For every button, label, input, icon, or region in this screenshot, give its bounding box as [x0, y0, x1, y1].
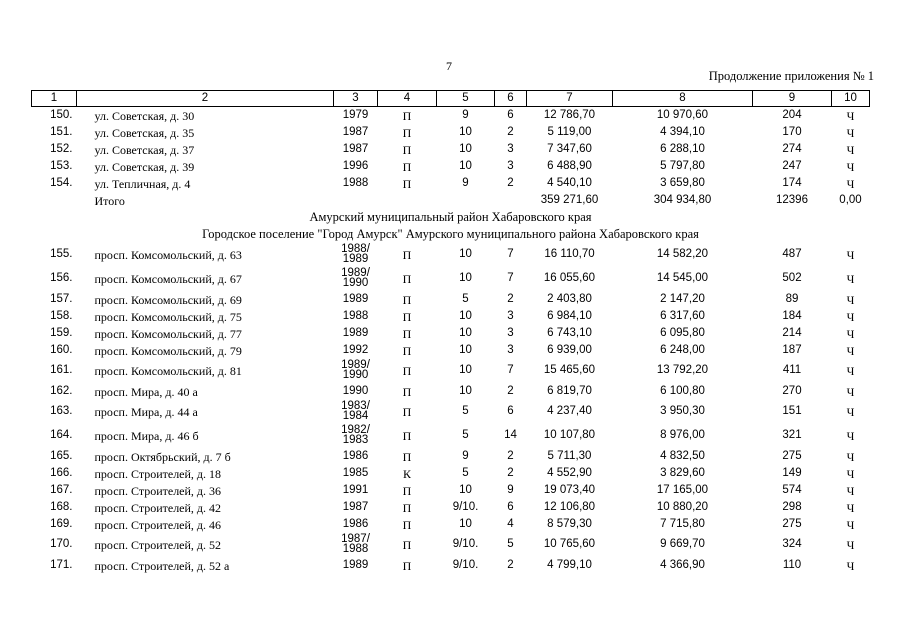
year-part: 1990 — [342, 369, 369, 382]
table-cell: 17 165,00 — [656, 483, 709, 496]
table-cell: 151. — [50, 125, 73, 138]
table-cell: 6 984,10 — [547, 309, 592, 322]
table-cell: 5 711,30 — [547, 449, 592, 462]
table-cell: 10 — [459, 125, 472, 138]
table-cell: П — [402, 429, 412, 443]
table-cell: просп. Комсомольский, д. 67 — [94, 272, 242, 286]
year-range — [341, 401, 370, 421]
table-cell: 3 — [507, 142, 514, 155]
table-cell: Ч — [846, 326, 855, 341]
year-cell: 1996 — [342, 159, 369, 172]
year-part: 1983 — [342, 434, 369, 447]
table-cell: Ч — [846, 517, 855, 532]
table-cell: П — [402, 326, 412, 341]
column-header: 10 — [832, 91, 870, 107]
table-cell: 9 — [462, 108, 469, 121]
year-cell — [334, 424, 378, 448]
table-cell: просп. Строителей, д. 42 — [94, 500, 222, 515]
table-cell: 4 799,10 — [547, 558, 592, 571]
year-part: 1988/ — [341, 243, 370, 256]
table-cell: 12 106,80 — [543, 500, 596, 513]
table-cell: 214 — [782, 326, 802, 339]
table-cell: просп. Комсомольский, д. 63 — [94, 248, 242, 262]
table-row — [32, 448, 870, 465]
table-cell: 4 366,90 — [660, 558, 705, 571]
year-cell: 1992 — [342, 343, 369, 356]
year-cell: 1985 — [342, 466, 369, 479]
table-cell: Ч — [846, 309, 855, 324]
year-cell: 1989 — [342, 326, 369, 339]
table-cell: ул. Советская, д. 30 — [94, 108, 195, 123]
table-cell: 4 — [507, 517, 514, 530]
table-cell: просп. Строителей, д. 52 — [94, 538, 222, 552]
table-cell: 2 147,20 — [660, 292, 705, 305]
table-cell: 159. — [50, 326, 73, 339]
table-cell: 4 832,50 — [660, 449, 705, 462]
table-cell: 163. — [50, 405, 73, 418]
table-cell: 160. — [50, 343, 73, 356]
table-row — [32, 499, 870, 516]
year-cell: 1987 — [342, 125, 369, 138]
year-range — [341, 534, 370, 554]
table-cell: П — [402, 176, 412, 191]
table-cell: 10 — [459, 364, 472, 377]
table-cell: Ч — [846, 248, 855, 262]
table-cell: 502 — [782, 272, 802, 285]
table-cell: просп. Строителей, д. 52 а — [94, 558, 230, 573]
table-row — [32, 359, 870, 383]
table-row — [32, 267, 870, 291]
table-cell: 2 — [507, 449, 514, 462]
table-cell: 6 288,10 — [660, 142, 705, 155]
table-cell: П — [402, 483, 412, 498]
table-cell: 9/10. — [452, 558, 479, 571]
table-cell: П — [402, 538, 412, 552]
table-row — [32, 308, 870, 325]
table-cell: 168. — [50, 500, 73, 513]
table-cell: П — [402, 125, 412, 140]
total-row — [32, 192, 870, 209]
table-cell: 6 317,60 — [660, 309, 705, 322]
table-cell: просп. Мира, д. 40 а — [94, 384, 198, 399]
table-row — [32, 533, 870, 557]
year-cell: 1987 — [342, 500, 369, 513]
table-cell: 9/10. — [452, 538, 479, 551]
table-row — [32, 424, 870, 448]
table-cell: Ч — [846, 159, 855, 174]
table-cell: 7 — [507, 248, 514, 261]
table-cell: 154. — [50, 176, 73, 189]
table-cell: ул. Тепличная, д. 4 — [94, 176, 191, 191]
table-row — [32, 400, 870, 424]
table-cell: 2 — [507, 125, 514, 138]
year-cell: 1989 — [342, 292, 369, 305]
table-cell: 9 — [507, 483, 514, 496]
table-cell: 3 950,30 — [660, 405, 705, 418]
table-cell: 4 552,90 — [547, 466, 592, 479]
year-cell: 1989 — [342, 558, 369, 571]
table-cell: просп. Комсомольский, д. 69 — [94, 292, 242, 307]
table-cell: Ч — [846, 125, 855, 140]
table-cell: 110 — [782, 558, 802, 571]
table-cell: Ч — [846, 429, 855, 443]
table-cell: 15 465,60 — [543, 364, 596, 377]
table-cell: просп. Комсомольский, д. 75 — [94, 309, 242, 324]
table-cell: П — [402, 405, 412, 419]
table-cell: 10 — [459, 517, 472, 530]
table-cell: П — [402, 343, 412, 358]
table-cell: 6 819,70 — [547, 384, 592, 397]
table-cell: 9 669,70 — [660, 538, 705, 551]
table-cell: Ч — [846, 384, 855, 399]
table-cell: 6 — [507, 405, 514, 418]
year-part: 1989/ — [341, 359, 370, 372]
table-cell: П — [402, 309, 412, 324]
table-cell: 89 — [785, 292, 799, 305]
column-header: 6 — [495, 91, 527, 107]
column-header: 5 — [437, 91, 495, 107]
table-cell: 152. — [50, 142, 73, 155]
table-cell: 166. — [50, 466, 73, 479]
table-cell: 10 — [459, 384, 472, 397]
table-cell: 16 110,70 — [544, 248, 595, 261]
table-cell: 8 579,30 — [547, 517, 592, 530]
table-cell: П — [402, 500, 412, 515]
table-cell: 2 — [507, 176, 514, 189]
year-part: 1988 — [342, 543, 369, 556]
year-cell — [334, 359, 378, 383]
table-cell: 6 939,00 — [547, 343, 592, 356]
table-cell: просп. Мира, д. 44 а — [94, 405, 198, 419]
year-range — [341, 360, 370, 380]
table-cell: 247 — [782, 159, 802, 172]
table-cell: 10 — [459, 248, 472, 261]
continuation-caption: Продолжение приложения № 1 — [708, 69, 874, 83]
table-cell: 275 — [782, 449, 802, 462]
table-cell: 4 237,40 — [547, 405, 592, 418]
table-cell: 10 — [459, 483, 472, 496]
table-cell: 161. — [50, 364, 73, 377]
table-cell: П — [402, 449, 412, 464]
column-header: 7 — [527, 91, 613, 107]
table-cell: Ч — [846, 538, 855, 552]
table-cell: 13 792,20 — [656, 364, 709, 377]
year-range — [341, 425, 370, 445]
column-header: 2 — [77, 91, 334, 107]
table-cell: просп. Строителей, д. 46 — [94, 517, 222, 532]
table-cell: 2 — [507, 384, 514, 397]
table-cell: 9 — [462, 176, 469, 189]
housing-table — [31, 90, 870, 574]
table-cell: 3 829,60 — [660, 466, 705, 479]
column-header: 9 — [753, 91, 832, 107]
table-cell: 157. — [50, 292, 73, 305]
table-cell: К — [402, 466, 411, 481]
table-cell: П — [402, 558, 412, 573]
table-cell: 2 403,80 — [547, 292, 592, 305]
table-row — [32, 291, 870, 308]
table-cell: 170. — [50, 538, 73, 551]
table-cell: Ч — [846, 500, 855, 515]
section-heading: Городское поселение "Город Амурск" Амурского муниципального района Хабаровского края — [202, 227, 699, 242]
table-cell: 411 — [782, 364, 802, 377]
year-cell — [334, 243, 378, 267]
table-cell: 6 248,00 — [660, 343, 705, 356]
table-cell: 19 073,40 — [543, 483, 596, 496]
table-cell: 7 347,60 — [547, 142, 592, 155]
table-cell: 6 095,80 — [660, 326, 705, 339]
table-cell: 6 100,80 — [660, 384, 705, 397]
table-cell: 14 545,00 — [656, 272, 709, 285]
table-cell: просп. Комсомольский, д. 77 — [94, 326, 242, 341]
table-cell: ул. Советская, д. 37 — [94, 142, 195, 157]
table-cell: 14 582,20 — [656, 248, 709, 261]
table-cell: Итого — [94, 193, 125, 208]
table-cell: ул. Советская, д. 35 — [94, 125, 195, 140]
table-row — [32, 325, 870, 342]
table-cell: 171. — [50, 558, 73, 571]
table-cell: Ч — [846, 108, 855, 123]
table-cell: 5 — [507, 538, 514, 551]
table-cell: 12396 — [776, 193, 808, 206]
table-cell: просп. Строителей, д. 18 — [94, 466, 222, 481]
table-cell: П — [402, 272, 412, 286]
year-cell: 1988 — [342, 309, 369, 322]
table-cell: 7 — [507, 272, 514, 285]
table-cell: 155. — [50, 248, 73, 261]
table-cell — [32, 192, 77, 209]
table-cell: 10 — [459, 272, 472, 285]
table-cell — [437, 192, 495, 209]
table-cell: 6 488,90 — [547, 159, 592, 172]
table-cell: П — [402, 384, 412, 399]
table-cell: П — [402, 159, 412, 174]
table-cell: ул. Советская, д. 39 — [94, 159, 195, 174]
table-cell: Ч — [846, 364, 855, 378]
table-cell: 5 — [462, 292, 469, 305]
year-cell — [334, 533, 378, 557]
table-cell: Ч — [846, 405, 855, 419]
table-cell: 4 540,10 — [547, 176, 592, 189]
table-cell: 4 394,10 — [660, 125, 705, 138]
table-row — [32, 141, 870, 158]
table-cell: Ч — [846, 343, 855, 358]
year-part: 1990 — [342, 277, 369, 290]
table-cell: 164. — [50, 429, 73, 442]
table-cell: просп. Мира, д. 46 б — [94, 429, 199, 443]
table-cell: 9/10. — [452, 500, 479, 513]
table-cell: 270 — [782, 384, 802, 397]
table-cell: Ч — [846, 483, 855, 498]
table-cell: Ч — [846, 142, 855, 157]
page-number: 7 — [446, 59, 452, 73]
table-cell: Ч — [846, 558, 855, 573]
table-cell: 5 — [462, 466, 469, 479]
table-cell: П — [402, 142, 412, 157]
year-part: 1989/ — [341, 267, 370, 280]
table-cell: 3 — [507, 343, 514, 356]
table-cell: просп. Октябрьский, д. 7 б — [94, 449, 231, 464]
table-row — [32, 107, 870, 125]
year-part: 1982/ — [341, 424, 370, 437]
table-cell: 12 786,70 — [543, 108, 596, 121]
table-cell: 9 — [462, 449, 469, 462]
table-cell: 10 107,80 — [543, 429, 596, 442]
table-cell: 321 — [782, 429, 802, 442]
table-cell: П — [402, 292, 412, 307]
table-cell: 10 — [459, 142, 472, 155]
table-cell: Ч — [846, 466, 855, 481]
year-cell: 1987 — [342, 142, 369, 155]
table-cell: 2 — [507, 558, 514, 571]
table-cell: 162. — [50, 384, 73, 397]
table-cell: 487 — [782, 248, 802, 261]
table-cell: 5 — [462, 429, 469, 442]
table-cell: П — [402, 364, 412, 378]
table-cell: просп. Строителей, д. 36 — [94, 483, 222, 498]
table-cell: 156. — [50, 272, 73, 285]
year-part: 1987/ — [341, 533, 370, 546]
table-cell: просп. Комсомольский, д. 79 — [94, 343, 242, 358]
table-cell: Ч — [846, 292, 855, 307]
section-heading: Амурский муниципальный район Хабаровского края — [309, 210, 592, 225]
table-cell: 298 — [782, 500, 802, 513]
table-cell: 5 797,80 — [660, 159, 705, 172]
table-cell: 304 934,80 — [653, 193, 712, 206]
table-cell: 150. — [50, 108, 73, 121]
table-cell: 3 — [507, 159, 514, 172]
table-row — [32, 243, 870, 267]
table-cell: 2 — [507, 466, 514, 479]
table-row — [32, 465, 870, 482]
table-cell: 158. — [50, 309, 73, 322]
table-cell: 8 976,00 — [660, 429, 705, 442]
year-part: 1984 — [342, 410, 369, 423]
table-cell: 170 — [782, 125, 802, 138]
table-cell: 359 271,60 — [540, 193, 599, 206]
table-cell: 2 — [507, 292, 514, 305]
column-header: 8 — [613, 91, 753, 107]
table-cell: Ч — [846, 449, 855, 464]
year-cell — [334, 400, 378, 424]
table-cell: 153. — [50, 159, 73, 172]
year-part: 1989 — [342, 253, 369, 266]
year-range — [341, 244, 370, 264]
table-row — [32, 383, 870, 400]
year-cell — [334, 267, 378, 291]
table-cell: 10 880,20 — [656, 500, 709, 513]
table-cell: 5 119,00 — [547, 125, 592, 138]
table-cell: 10 765,60 — [543, 538, 596, 551]
year-cell: 1986 — [342, 449, 369, 462]
table-cell: П — [402, 248, 412, 262]
year-range — [341, 268, 370, 288]
table-row — [32, 557, 870, 574]
table-cell: 167. — [50, 483, 73, 496]
table-cell: 6 — [507, 108, 514, 121]
table-cell: 165. — [50, 449, 73, 462]
table-cell: 574 — [782, 483, 802, 496]
table-cell: 14 — [504, 429, 517, 442]
table-cell: 174 — [782, 176, 802, 189]
table-cell: 10 — [459, 309, 472, 322]
table-cell: 3 659,80 — [660, 176, 705, 189]
table-cell: Ч — [846, 272, 855, 286]
table-cell: 0,00 — [839, 193, 862, 206]
table-cell: 5 — [462, 405, 469, 418]
table-cell: 275 — [782, 517, 802, 530]
table-cell — [495, 192, 527, 209]
table-row — [32, 158, 870, 175]
year-cell: 1990 — [342, 384, 369, 397]
table-cell: 3 — [507, 326, 514, 339]
table-cell: 10 970,60 — [656, 108, 709, 121]
section-heading-row — [32, 226, 870, 243]
year-cell: 1986 — [342, 517, 369, 530]
year-part: 1983/ — [341, 400, 370, 413]
table-cell: 7 715,80 — [660, 517, 705, 530]
year-cell: 1988 — [342, 176, 369, 189]
table-cell: 3 — [507, 309, 514, 322]
table-cell: 10 — [459, 343, 472, 356]
column-header-row — [32, 91, 870, 107]
table-cell — [334, 192, 378, 209]
table-row — [32, 516, 870, 533]
table-cell: Ч — [846, 176, 855, 191]
table-cell: 149 — [782, 466, 802, 479]
column-header: 1 — [32, 91, 77, 107]
table-cell: 10 — [459, 159, 472, 172]
table-cell: П — [402, 517, 412, 532]
table-cell: 204 — [782, 108, 802, 121]
table-cell: 16 055,60 — [543, 272, 596, 285]
table-cell: 187 — [782, 343, 802, 356]
table-cell: 6 — [507, 500, 514, 513]
year-cell: 1979 — [342, 108, 369, 121]
table-cell: 274 — [782, 142, 802, 155]
column-header: 4 — [378, 91, 437, 107]
table-cell: 6 743,10 — [547, 326, 592, 339]
table-row — [32, 482, 870, 499]
section-heading-row — [32, 209, 870, 226]
table-cell: П — [402, 108, 412, 123]
table-cell: 184 — [782, 309, 802, 322]
year-cell: 1991 — [342, 483, 369, 496]
table-cell: 151 — [782, 405, 802, 418]
table-row — [32, 342, 870, 359]
table-row — [32, 175, 870, 192]
table-cell: просп. Комсомольский, д. 81 — [94, 364, 242, 378]
table-cell: 324 — [782, 538, 802, 551]
table-cell — [378, 192, 437, 209]
table-body — [32, 91, 870, 575]
column-header: 3 — [334, 91, 378, 107]
table-row — [32, 124, 870, 141]
table-cell: 169. — [50, 517, 73, 530]
table-cell: 10 — [459, 326, 472, 339]
table-cell: 7 — [507, 364, 514, 377]
